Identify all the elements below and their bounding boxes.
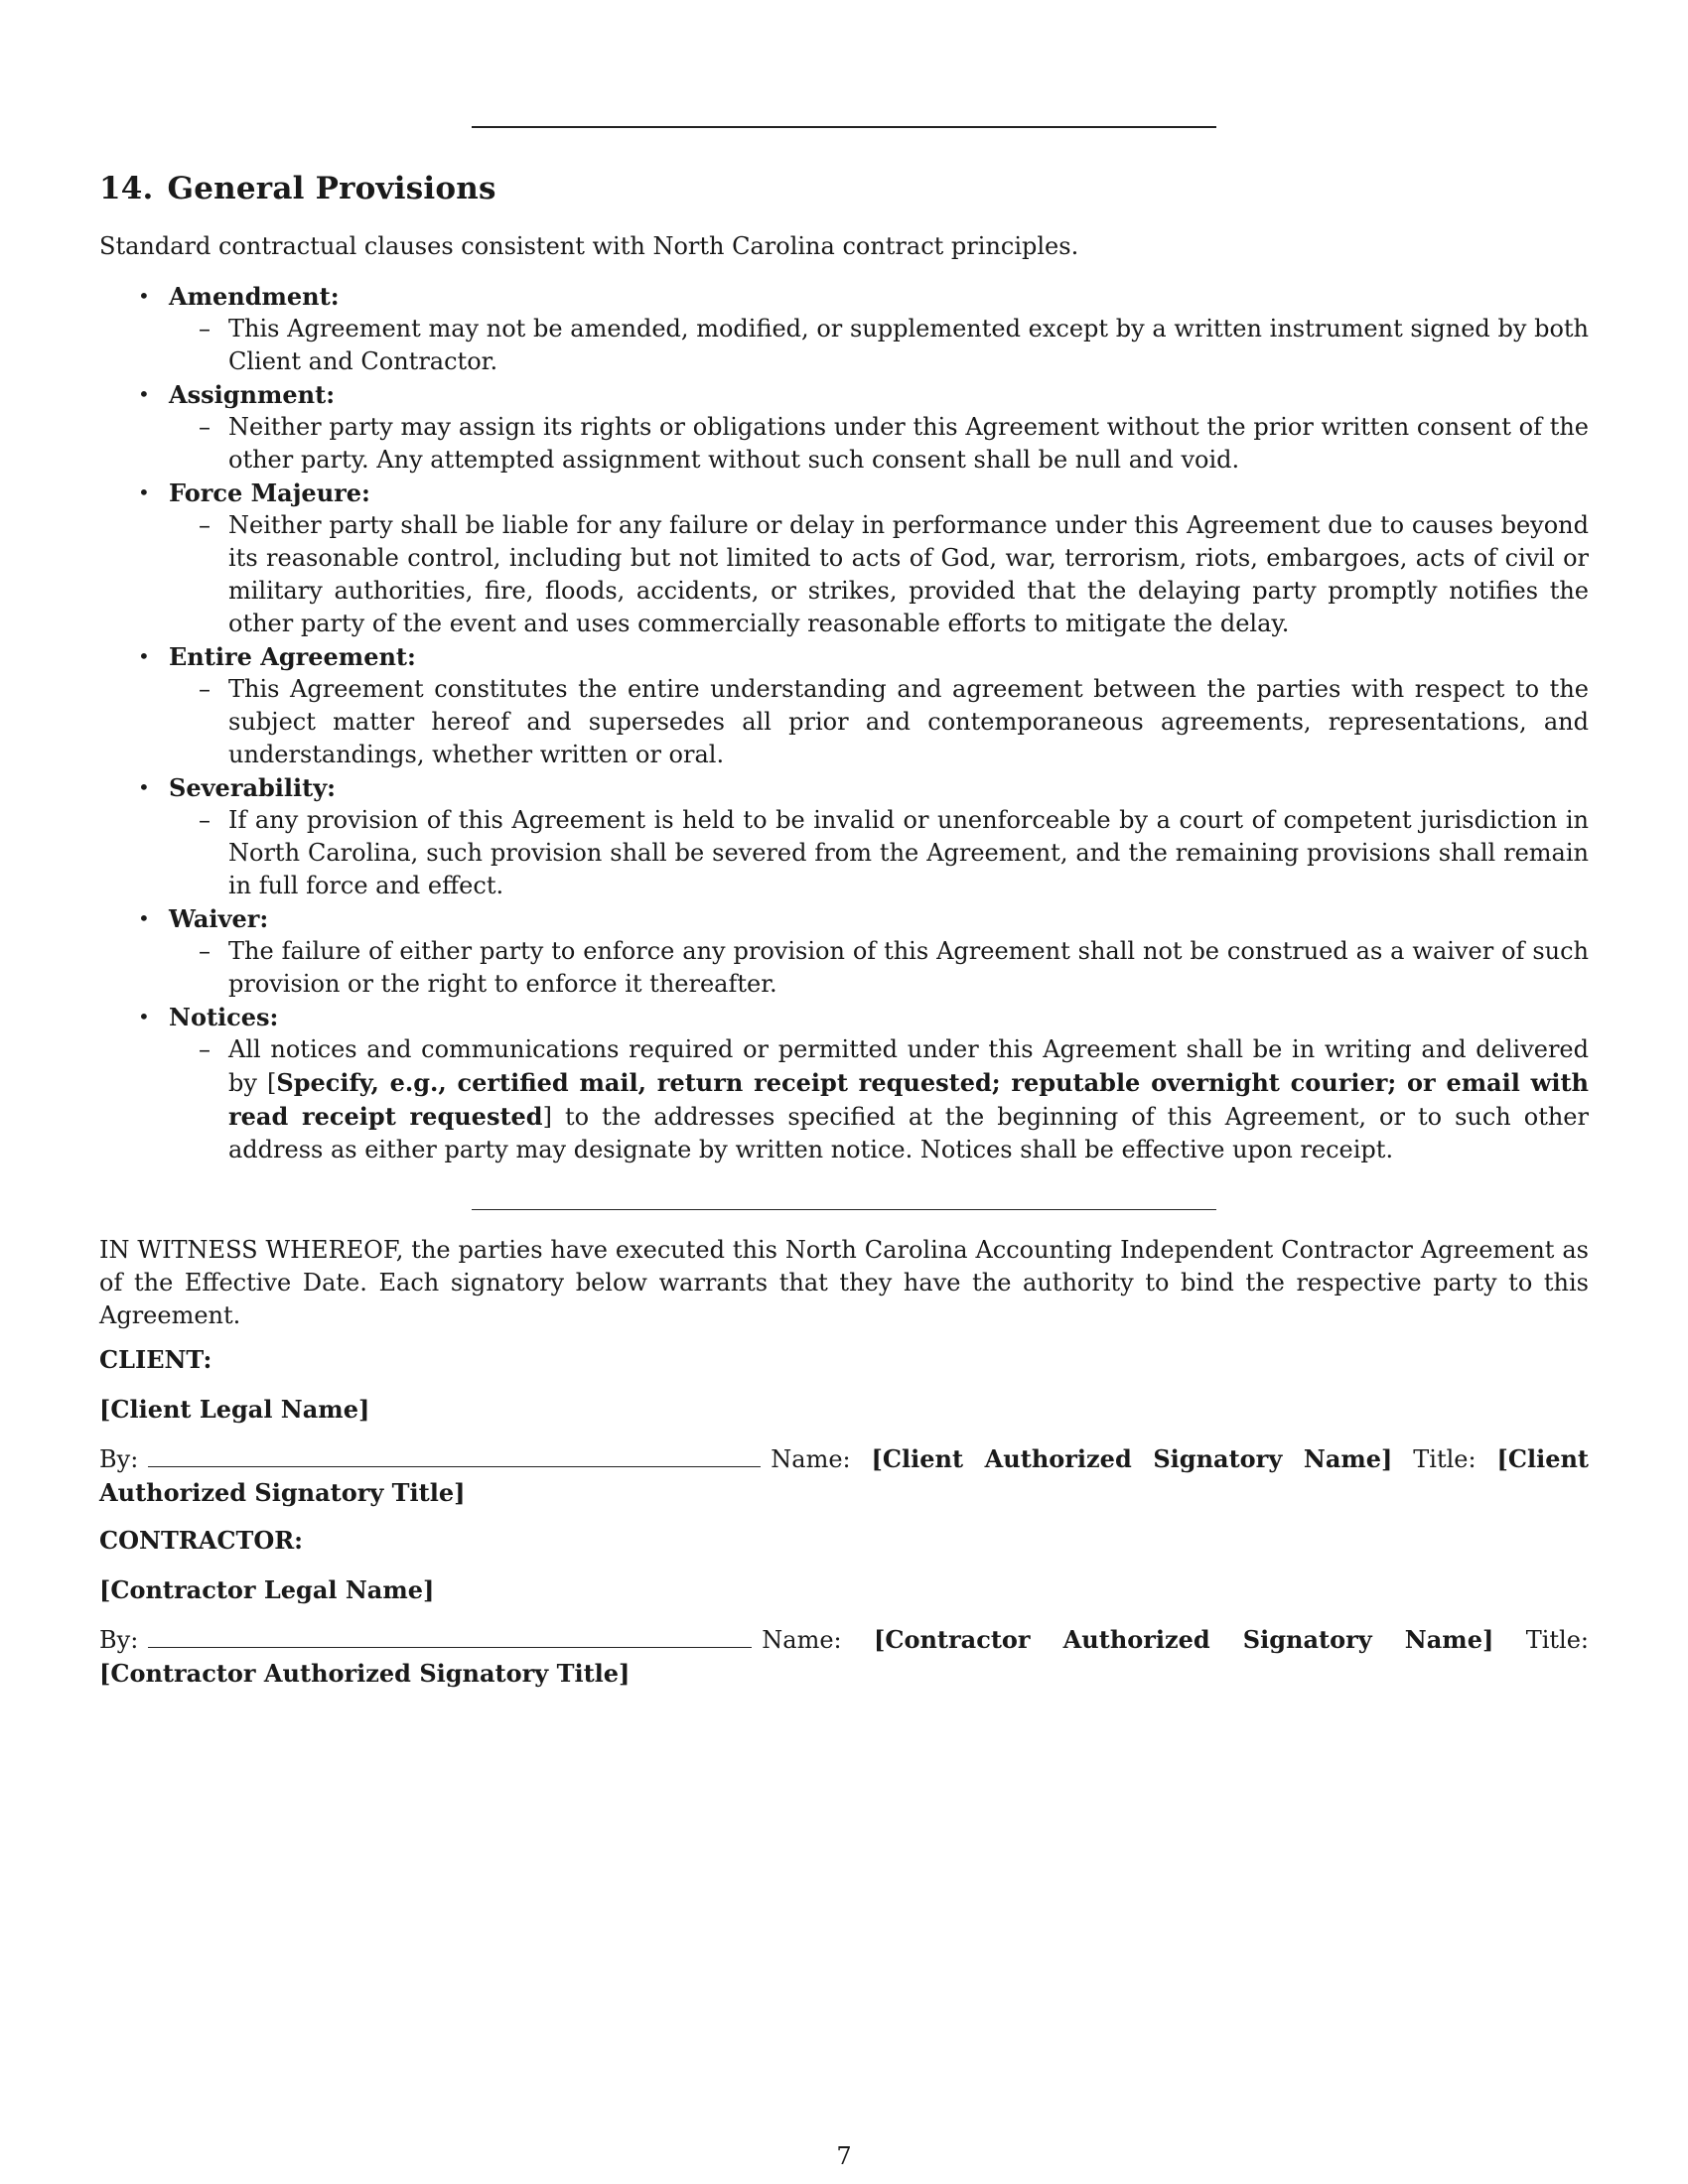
provision-title: Amendment: (169, 282, 340, 311)
client-title-label: Title: (1413, 1445, 1477, 1473)
dash-icon: – (199, 1035, 211, 1063)
provision-title: Assignment: (169, 380, 336, 409)
provision-title: Force Majeure: (169, 478, 370, 507)
provision-clause-list (199, 935, 1589, 1001)
delivery-method-placeholder: Specify, e.g., certified mail, return receipt requested; reputable overnight courier; or email with read receipt requested (228, 1068, 1589, 1131)
provision-assignment (99, 378, 1589, 477)
provision-clause (199, 804, 1589, 902)
provision-clause (199, 313, 1589, 378)
bullet-icon: • (138, 906, 150, 930)
section-heading (99, 171, 496, 206)
provision-clause-list (199, 1033, 1589, 1166)
section-title: General Provisions (167, 171, 496, 206)
provision-amendment (99, 280, 1589, 378)
client-signature-block (99, 1442, 1589, 1510)
client-signatory-name-text: Client Authorized Signatory Name (882, 1444, 1382, 1473)
provision-entire-agreement (99, 640, 1589, 771)
witness-clause: IN WITNESS WHEREOF, the parties have executed this North Carolina Accounting Independent Contractor Agreement as of the Effective Date. Each signatory below warrants that they have the authority to bind the respective party to this Agreement. (99, 1236, 1589, 1329)
contractor-name-label: Name: (762, 1626, 842, 1654)
provision-text-before: All notices and communications required or permitted under this Agreement shall be in writing and delivered by (228, 1035, 1589, 1097)
contractor-signatory-name-text: Contractor Authorized Signatory Name (885, 1625, 1482, 1654)
provision-text: If any provision of this Agreement is held to be invalid or unenforceable by a court of competent jurisdiction in North Carolina, such provision shall be severed from the Agreement, and the remaining provisions shall remain in full force and effect. (228, 806, 1589, 899)
client-signatory-title: [Client Authorized Signatory Title] (99, 1444, 1589, 1507)
provision-text: Neither party shall be liable for any failure or delay in performance under this Agreement due to causes beyond its reasonable control, including but not limited to acts of God, war, terrorism, riots, embargoes, acts of civil or military authorities, fire, floods, accidents, or strikes, provided that the delaying party promptly notifies the other party of the event and uses commercially reasonable efforts to mitigate the delay. (228, 511, 1589, 637)
contractor-by-label: By: (99, 1626, 139, 1654)
bullet-icon: • (138, 284, 150, 308)
provision-title: Waiver: (169, 904, 269, 933)
contractor-signatory-title-text: Contractor Authorized Signatory Title (110, 1659, 620, 1688)
provision-text: This Agreement may not be amended, modified, or supplemented except by a written instrument signed by both Client and Contractor. (228, 315, 1589, 375)
provision-clause-list (199, 673, 1589, 771)
provision-clause (199, 1033, 1589, 1166)
contractor-legal-name: [Contractor Legal Name] (99, 1575, 435, 1604)
provision-clause-list (199, 509, 1589, 640)
bullet-icon: • (138, 775, 150, 799)
dash-icon: – (199, 806, 211, 834)
provision-severability (99, 771, 1589, 902)
provision-waiver (99, 902, 1589, 1001)
provision-clause-list (199, 313, 1589, 378)
section-intro: Standard contractual clauses consistent with North Carolina contract principles. (99, 232, 1079, 260)
provision-notices (99, 1001, 1589, 1166)
bullet-icon: • (138, 480, 150, 504)
contractor-signature-block (99, 1623, 1589, 1691)
provision-clause (199, 411, 1589, 477)
provision-title: Notices: (169, 1003, 279, 1031)
provision-clause (199, 673, 1589, 771)
dash-icon: – (199, 413, 211, 441)
provision-clause-list (199, 411, 1589, 477)
provision-text: This Agreement constitutes the entire understanding and agreement between the parties with respect to the subject matter hereof and supersedes all prior and contemporaneous agreements, representations, and understandings, whether written or oral. (228, 675, 1589, 768)
document-page (99, 0, 1589, 2184)
contractor-signatory-name: [Contractor Authorized Signatory Name] (874, 1625, 1494, 1654)
page-number: 7 (836, 2142, 852, 2170)
contractor-title-label: Title: (1525, 1626, 1589, 1654)
client-signatory-name: [Client Authorized Signatory Name] (871, 1444, 1393, 1473)
client-signatory-title-text: Client Authorized Signatory Title (99, 1444, 1589, 1507)
provision-clause-list (199, 804, 1589, 902)
dash-icon: – (199, 937, 211, 965)
client-legal-name: [Client Legal Name] (99, 1395, 370, 1424)
client-legal-name-text: Client Legal Name (110, 1395, 358, 1424)
placeholder-bracket-close: ] (542, 1103, 552, 1131)
contractor-label: CONTRACTOR: (99, 1526, 304, 1555)
provision-text-after: to the addresses specified at the beginning of this Agreement, or to such other address as either party may designate by written notice. Notices shall be effective upon receipt. (228, 1103, 1589, 1163)
client-label: CLIENT: (99, 1345, 212, 1374)
provision-title: Entire Agreement: (169, 642, 416, 671)
provisions-list (99, 280, 1589, 1166)
provision-title: Severability: (169, 773, 337, 802)
provision-clause (199, 935, 1589, 1001)
placeholder-bracket-open: [ (266, 1069, 277, 1097)
bullet-icon: • (138, 644, 150, 668)
top-divider (472, 126, 1216, 128)
client-by-label: By: (99, 1445, 139, 1473)
provision-text: The failure of either party to enforce any provision of this Agreement shall not be construed as a waiver of such provision or the right to enforce it thereafter. (228, 937, 1589, 998)
client-name-label: Name: (771, 1445, 851, 1473)
provision-clause (199, 509, 1589, 640)
provision-force-majeure (99, 477, 1589, 640)
bullet-icon: • (138, 1005, 150, 1028)
contractor-legal-name-text: Contractor Legal Name (110, 1575, 424, 1604)
dash-icon: – (199, 315, 211, 342)
bullet-icon: • (138, 382, 150, 406)
signature-divider (472, 1209, 1216, 1210)
provision-text: Neither party may assign its rights or obligations under this Agreement without the prior written consent of the other party. Any attempted assignment without such consent shall be null and void. (228, 413, 1589, 474)
contractor-signature-line[interactable] (148, 1623, 752, 1648)
dash-icon: – (199, 675, 211, 703)
dash-icon: – (199, 511, 211, 539)
contractor-signatory-title: [Contractor Authorized Signatory Title] (99, 1659, 631, 1688)
section-number: 14. (99, 171, 154, 206)
client-signature-line[interactable] (148, 1442, 761, 1467)
